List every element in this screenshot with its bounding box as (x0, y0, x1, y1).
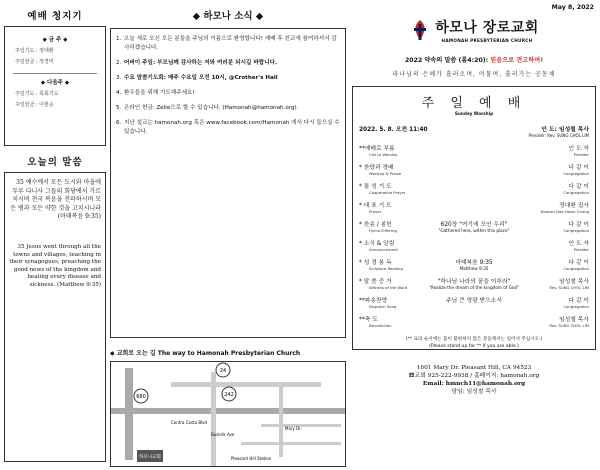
order-row (359, 162, 589, 176)
order-row (359, 276, 589, 290)
order-item: * 대 표 기 도 Prayer (359, 203, 392, 214)
church-address: 1601 Mary Dr. Pleasant Hill, CA 94523 ☎교회 925-222-9938 / 홈페이지: hamonah.org Email: hmnch11@hamonah.org 담임: 임성철 목사 (408, 365, 540, 395)
order-leader: 다 같 이 Congregation (563, 165, 589, 176)
news-item: 4. 환우들을 위해 기도해주세요! (116, 90, 195, 96)
order-item: * 성 경 봉 독 Scripture Reading (359, 260, 403, 271)
order-row (359, 143, 589, 157)
order-row (359, 181, 589, 195)
highway-24-label: 24 (219, 368, 227, 374)
next-week-head: ◆ 다음주 ◆ (40, 80, 70, 86)
road-label: Mary Dr. (285, 426, 302, 431)
verse-english: 35 Jesus went through all the towns and villages, teaching in their synagogues, preaching the good news of the kingdom and healing every disease and sickness. (Matthew 9:35) (9, 243, 101, 288)
order-leader: 다 같 이 Congregation (563, 298, 589, 309)
standing-note: (** 표의 순서에는 몸이 불편하지 않은 분들께서는 일어서 주십시오.) (Please stand up for ** if you are able.) (405, 337, 543, 349)
order-leader: 인 도 자 Presider (568, 146, 589, 157)
highway-680-label: 680 (136, 394, 146, 400)
news-box (110, 28, 346, 338)
order-item: **예배로 부름 Call to Worship (359, 146, 398, 157)
order-leader: 임성철 목사 Rev. SUNG CHOL LIM (549, 317, 589, 328)
verse-korean: 35 예수께서 모든 도시와 마을에 두루 다니사 그들의 회당에서 가르치시며 천국 복음을 전파하시며 모든 병과 모든 약한 것을 고치시니라 (마태복음 9:35) (10, 179, 101, 221)
order-row (359, 295, 589, 309)
order-item: * 소식 & 알림 Announcement (359, 241, 398, 252)
station-label: Pleasant Hill Station (231, 456, 272, 461)
order-item: * 말 씀 증 거 Witness of the Word (359, 279, 408, 290)
order-item: * 찬양과 경배 Worship & Praise (359, 165, 402, 176)
order-leader: 정대환 집사 Deacon Dae Hwan Chang (540, 203, 589, 214)
worship-presider: 인 도: 임성철 목사 (541, 127, 589, 133)
right-column (352, 4, 596, 460)
order-row (359, 219, 589, 233)
order-row (359, 257, 589, 271)
order-detail: 마태복음 9:35 Matthew 9:35 (455, 260, 493, 271)
order-item: **축 도 Benediction (359, 317, 392, 328)
order-detail: "하나님 나라의 꿈을 이루라" "Realize the dream of the kingdom of God" (428, 279, 520, 290)
road-label: Contra Costa Blvd (171, 420, 208, 425)
year-theme: 2022 약속의 말씀 (롬4:20): 믿음으로 견고하여! (404, 57, 544, 64)
bulletin-date: May 8, 2022 (551, 4, 594, 11)
worship-meta (359, 124, 589, 133)
church-name-korean: 하모나 장로교회 (435, 20, 539, 36)
host-line: 주일헌금 : 정경미 (15, 59, 54, 65)
host-line: 주일헌금 : 이현순 (15, 102, 54, 108)
worship-title: 주 일 예 배 (421, 96, 527, 111)
news-item: 5. 온라인 헌금: Zelle으로 할 수 있습니다. (Hamonah@hamonah.org) (116, 105, 297, 111)
worship-subtitle: Sunday Worship (454, 111, 494, 116)
left-column (4, 8, 106, 458)
order-row (359, 200, 589, 214)
verse-title: 오늘의 말씀 (27, 157, 83, 168)
verse-box (4, 172, 106, 462)
news-item: 2. 어버이 주일: 부모님께 감사하는 저와 여러분 되시길 바랍니다. (116, 60, 278, 66)
news-title: ◆ 하모나 소식 ◆ (192, 11, 264, 22)
hosts-box (4, 26, 106, 146)
highway-242-label: 242 (224, 392, 234, 398)
order-leader: 다 같 이 Congregation (563, 184, 589, 195)
hosts-title: 예배 청지기 (27, 11, 83, 22)
church-motto: 라나님의 은혜가 흘러오며, 머물며, 흘러가는 공동체 (392, 71, 556, 78)
map-graphic (111, 362, 345, 466)
order-list (359, 143, 589, 328)
presider-english: Presider: Rev. SUNG CHOL LIM (528, 133, 589, 138)
church-label: 하모나교회 (139, 455, 161, 460)
order-leader: 임성철 목사 Rev. SUNG CHOL LIM (549, 279, 589, 290)
order-item: * 통 성 기 도 Cooperative Prayer (359, 184, 406, 195)
church-name-english: HAMONAH PRESBYTERIAN CHURCH (441, 38, 533, 43)
church-logo (352, 17, 596, 43)
order-leader: 다 같 이 Congregation (563, 222, 589, 233)
news-item: 3. 수요 말씀기도회: 매주 수요일 오전 10시, @Crother's Hall (116, 75, 278, 81)
worship-order-box (352, 86, 596, 350)
middle-column (110, 8, 346, 461)
order-item: **파송찬양 Dispatch Song (359, 298, 397, 309)
host-line: 주일기도 : 정대환 (15, 48, 54, 54)
host-line: 주일기도 : 목회기도 (15, 91, 59, 97)
directions-map (110, 361, 346, 467)
news-item: 1. 오늘 새로 오신 모든 분들을 주님의 이름으로 환영합니다! 예배 후 친교에 참여하셔서 감사하겠습니다. (116, 36, 337, 51)
road-label: Buskirk Ave (211, 432, 235, 437)
divider (13, 73, 97, 74)
order-row (359, 314, 589, 328)
order-leader: 다 같 이 Congregation (563, 260, 589, 271)
worship-datetime: 2022. 5. 8. 오전 11:40 (359, 127, 428, 133)
map-title: ◆ 교회로 오는 길 The way to Hamonah Presbyterian Church (110, 350, 301, 357)
order-leader: 인 도 자 Presider (568, 241, 589, 252)
order-row (359, 238, 589, 252)
order-detail: 주님 큰 영광 받으소서 (446, 298, 502, 304)
order-detail: 620장 "여기에 모인 우리" "Gathered here, within this place" (438, 222, 510, 233)
cross-flame-icon (409, 18, 431, 42)
order-item: * 찬송 / 봉헌 Hymn/Offering (359, 222, 397, 233)
this-week-head: ◆ 금 주 ◆ (42, 37, 68, 43)
news-item: 6. 지난 설교는 hamonah.org 혹은 www.facebook.com/Hamonah 에서 다시 들으실 수 있습니다. (116, 120, 340, 135)
